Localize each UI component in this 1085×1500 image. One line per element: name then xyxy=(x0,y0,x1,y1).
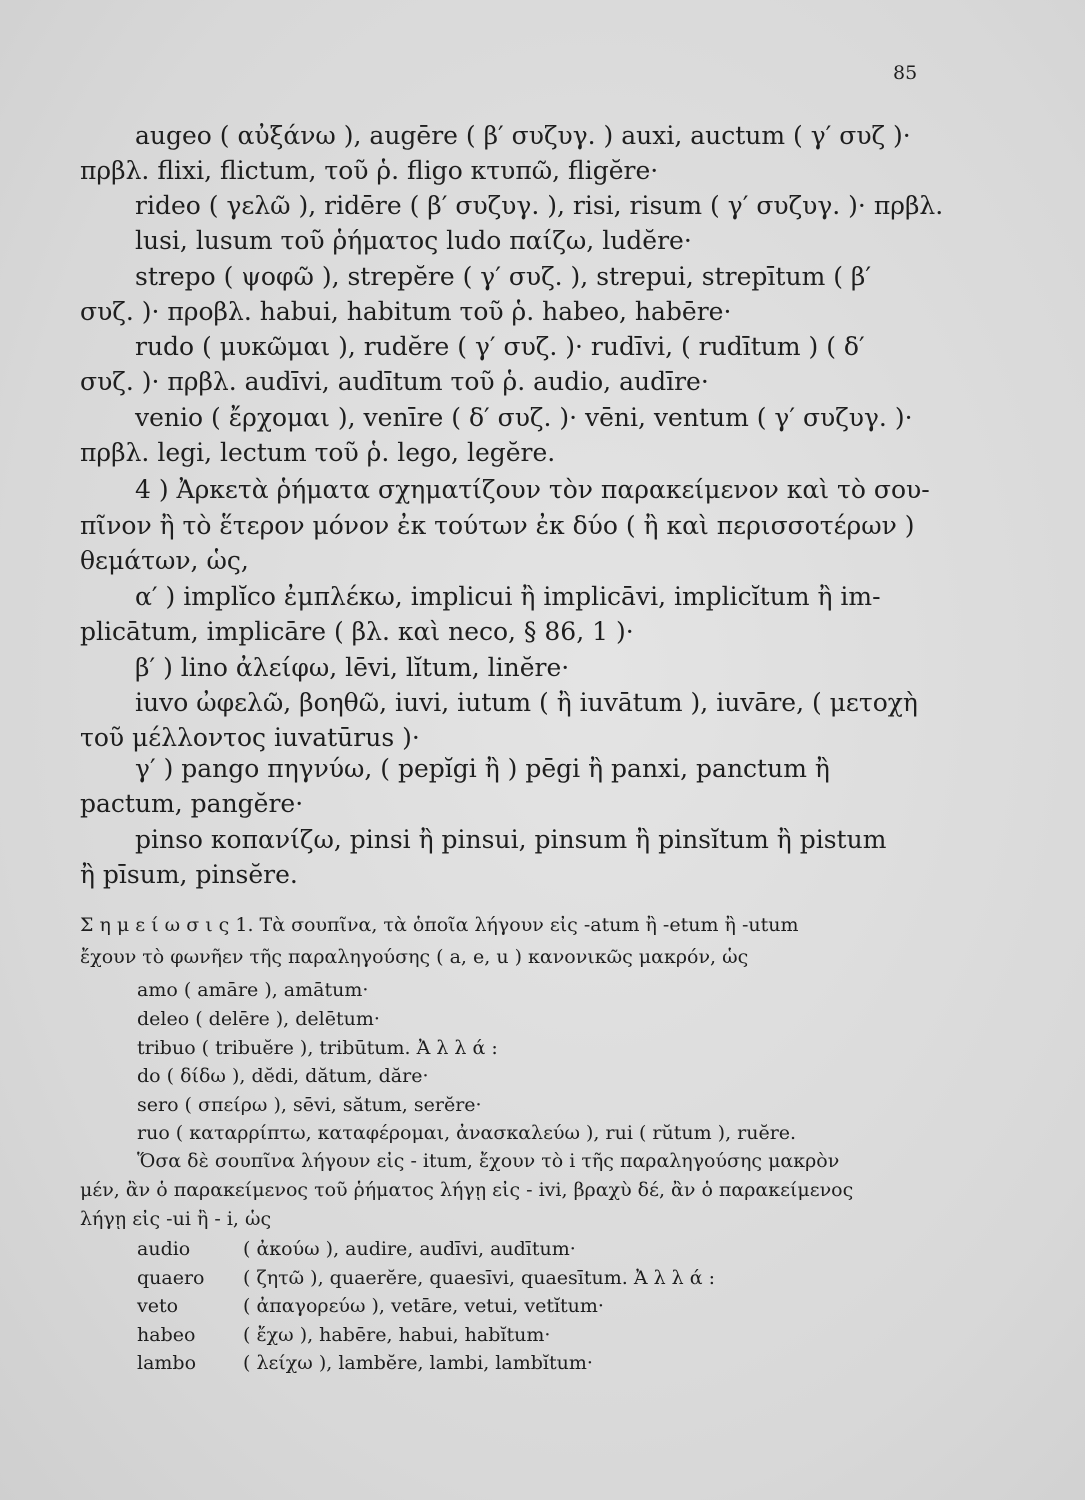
note-line: ἔχουν τὸ φωνῆεν τῆς παραληγούσης ( a, e, u ) κανονικῶς μακρόν, ὡς xyxy=(80,946,749,968)
table-verb: quaero xyxy=(137,1267,205,1289)
note-line: sero ( σπείρω ), sēvi, sătum, serĕre· xyxy=(137,1094,482,1116)
body-line: lusi, lusum τοῦ ῥήματος ludo παίζω, ludĕre· xyxy=(135,226,692,255)
body-line: 4 ) Ἀρκετὰ ῥήματα σχηματίζουν τὸν παρακείμενον καὶ τὸ σου- xyxy=(135,475,930,504)
note-line: ruo ( καταρρίπτω, καταφέρομαι, ἀνασκαλεύω ), rui ( rŭtum ), ruĕre. xyxy=(137,1122,797,1144)
body-line: strepo ( ψοφῶ ), strepĕre ( γ′ συζ. ), strepui, strepītum ( β′ xyxy=(135,262,872,291)
body-line: συζ. )· πρoβλ. habui, habitum τοῦ ῥ. habeo, habēre· xyxy=(80,297,732,326)
table-forms: ( ζητῶ ), quaerĕre, quaesīvi, quaesītum. Ἀ λ λ ά : xyxy=(243,1267,716,1289)
note-line: do ( δίδω ), dĕdi, dătum, dăre· xyxy=(137,1065,429,1087)
table-forms: ( ἀκούω ), audire, audīvi, audītum· xyxy=(243,1238,576,1260)
table-verb: veto xyxy=(137,1295,179,1317)
body-line: γ′ ) pango πηγνύω, ( pepĭgi ἢ ) pēgi ἢ panxi, panctum ἢ xyxy=(135,754,830,783)
body-line: iuvo ὠφελῶ, βοηθῶ, iuvi, iutum ( ἢ iuvātum ), iuvāre, ( μετοχὴ xyxy=(135,688,918,717)
body-line: rudo ( μυκῶμαι ), rudĕre ( γ′ συζ. )· rudīvi, ( rudītum ) ( δ′ xyxy=(135,332,865,361)
body-line: πρβλ. legi, lectum τοῦ ῥ. lego, legĕre. xyxy=(80,438,556,467)
table-verb: audio xyxy=(137,1238,191,1260)
body-line: θεμάτων, ὡς, xyxy=(80,546,249,575)
body-line: plicātum, implicāre ( βλ. καὶ neco, § 86, 1 )· xyxy=(80,617,634,646)
note-line: λήγῃ εἰς -ui ἢ - i, ὡς xyxy=(80,1208,272,1230)
body-line: τοῦ μέλλοντος iuvatūrus )· xyxy=(80,723,420,752)
body-line: πρβλ. flixi, flictum, τοῦ ῥ. fligo κτυπῶ, fligĕre· xyxy=(80,156,659,185)
body-line: venio ( ἔρχομαι ), venīre ( δ′ συζ. )· vēni, ventum ( γ′ συζυγ. )· xyxy=(135,403,913,432)
note-line: amo ( amāre ), amātum· xyxy=(137,979,369,1001)
table-verb: habeo xyxy=(137,1324,196,1346)
body-line: α′ ) implĭco ἐμπλέκω, implicui ἢ implicāvi, implicĭtum ἢ im- xyxy=(135,582,881,611)
body-line: β′ ) lino ἀλείφω, lēvi, lĭtum, linĕre· xyxy=(135,653,570,682)
body-line: pactum, pangĕre· xyxy=(80,789,304,818)
note-line: tribuo ( tribuĕre ), tribūtum. Ἀ λ λ ά : xyxy=(137,1037,498,1059)
body-line: augeo ( αὐξάνω ), augēre ( β′ συζυγ. ) auxi, auctum ( γ′ συζ )· xyxy=(135,121,911,150)
body-line: pinso κοπανίζω, pinsi ἢ pinsui, pinsum ἢ pinsĭtum ἢ pistum xyxy=(135,825,887,854)
table-forms: ( ἀπαγορεύω ), vetāre, vetui, vetĭtum· xyxy=(243,1295,604,1317)
body-line: πῖνον ἢ τὸ ἕτερον μόνον ἐκ τούτων ἐκ δύο ( ἢ καὶ περισσοτέρων ) xyxy=(80,511,915,540)
body-line: ἢ pīsum, pinsĕre. xyxy=(80,860,298,889)
table-forms: ( ἔχω ), habēre, habui, habĭtum· xyxy=(243,1324,551,1346)
table-verb: lambo xyxy=(137,1352,197,1374)
note-line: deleo ( delēre ), delētum· xyxy=(137,1008,380,1030)
body-line: rideo ( γελῶ ), ridēre ( β′ συζυγ. ), risi, risum ( γ′ συζυγ. )· πρβλ. xyxy=(135,191,944,220)
page-number: 85 xyxy=(893,62,918,84)
body-line: συζ. )· πρβλ. audīvi, audītum τοῦ ῥ. audio, audīre· xyxy=(80,367,709,396)
note-line: Σ η μ ε ί ω σ ι ς 1. Τὰ σουπῖνα, τὰ ὁποῖα λήγουν εἰς -atum ἢ -etum ἢ -utum xyxy=(80,914,799,936)
note-line: Ὅσα δὲ σουπῖνα λήγουν εἰς - itum, ἔχουν τὸ i τῆς παραληγούσης μακρὸν xyxy=(137,1150,840,1172)
note-line: μέν, ἂν ὁ παρακείμενος τοῦ ῥήματος λήγῃ εἰς - ivi, βραχὺ δέ, ἂν ὁ παρακείμενος xyxy=(80,1179,854,1201)
table-forms: ( λείχω ), lambĕre, lambi, lambĭtum· xyxy=(243,1352,593,1374)
